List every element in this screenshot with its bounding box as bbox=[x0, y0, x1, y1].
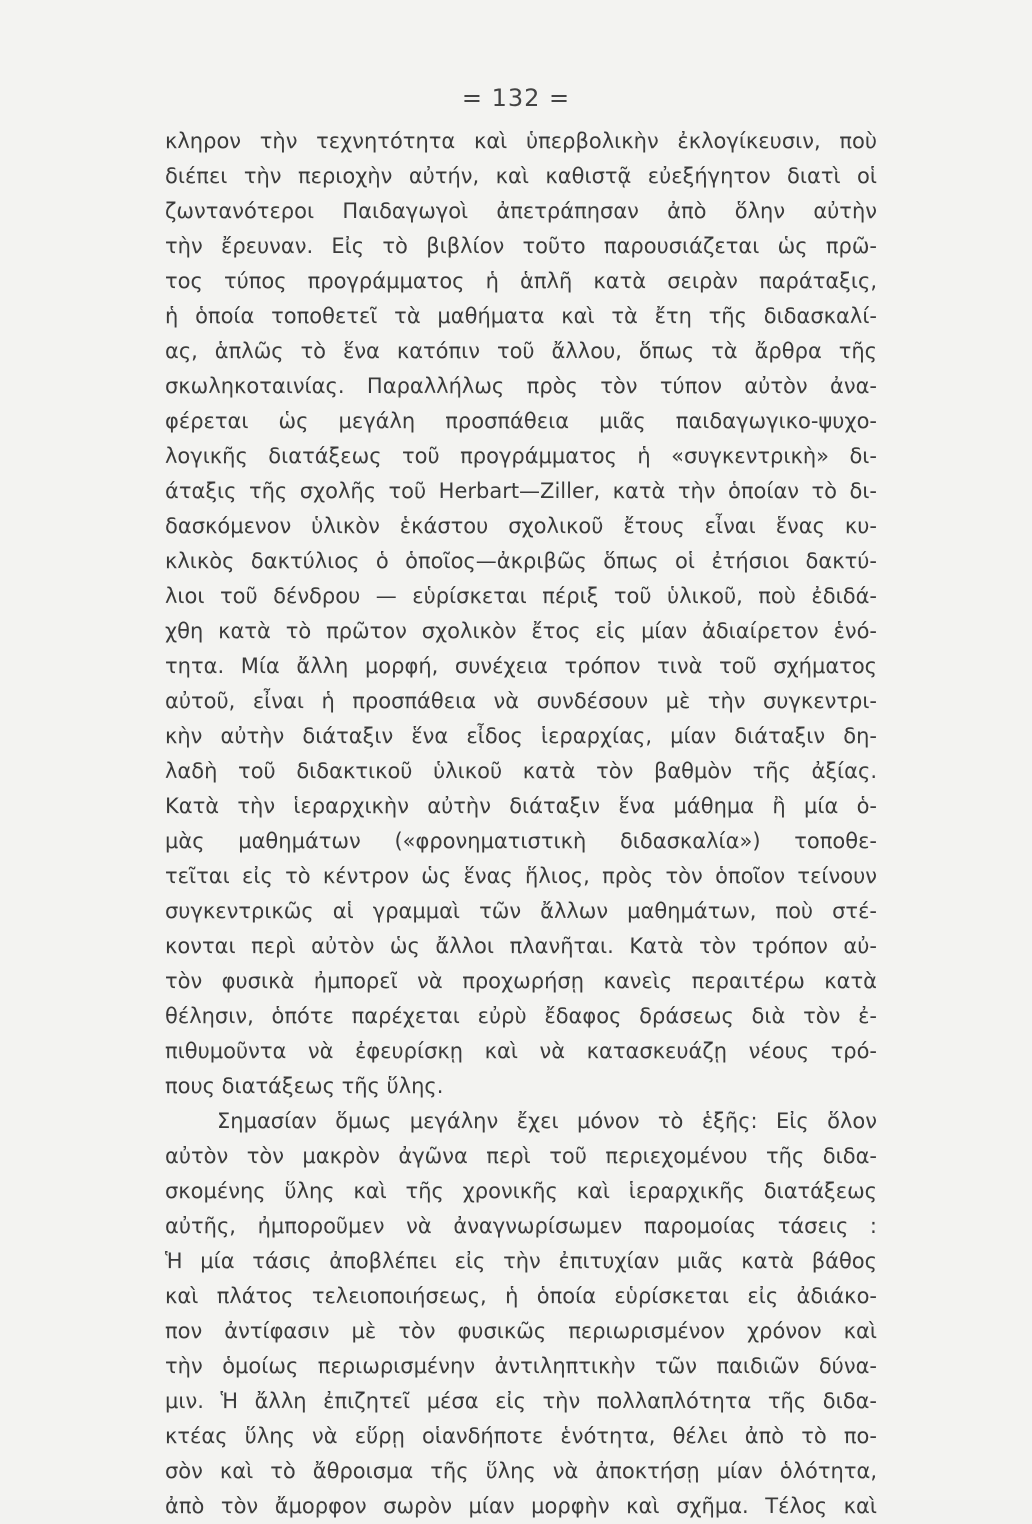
text-line: τὴν ἔρευναν. Εἰς τὸ βιβλίον τοῦτο παρουσιάζεται ὡς πρῶ- bbox=[165, 234, 877, 258]
text-line: διέπει τὴν περιοχὴν αὐτήν, καὶ καθιστᾷ εὐεξήγητον διατὶ οἱ bbox=[165, 164, 877, 188]
text-line: δασκόμενον ὑλικὸν ἑκάστου σχολικοῦ ἔτους εἶναι ἕνας κυ- bbox=[165, 514, 877, 538]
text-line: αὐτὸν τὸν μακρὸν ἀγῶνα περὶ τοῦ περιεχομένου τῆς διδα- bbox=[165, 1144, 877, 1168]
text-line: σὸν καὶ τὸ ἄθροισμα τῆς ὕλης νὰ ἀποκτήσῃ μίαν ὁλότητα, bbox=[165, 1459, 877, 1483]
text-line: λογικῆς διατάξεως τοῦ προγράμματος ἡ «συγκεντρικὴ» δι- bbox=[165, 444, 877, 468]
text-line: καὶ πλάτος τελειοποιήσεως, ἡ ὁποία εὑρίσκεται εἰς ἀδιάκο- bbox=[165, 1284, 877, 1308]
text-line: μὰς μαθημάτων («φρονηματιστικὴ διδασκαλία») τοποθε- bbox=[165, 829, 877, 853]
text-line: κτέας ὕλης νὰ εὕρῃ οἱανδήποτε ἑνότητα, θέλει ἀπὸ τὸ πο- bbox=[165, 1424, 877, 1448]
text-line: θέλησιν, ὁπότε παρέχεται εὐρὺ ἔδαφος δράσεως διὰ τὸν ἐ- bbox=[165, 1004, 877, 1028]
text-line: λαδὴ τοῦ διδακτικοῦ ὑλικοῦ κατὰ τὸν βαθμὸν τῆς ἀξίας. bbox=[165, 759, 877, 783]
text-line: Ἡ μία τάσις ἀποβλέπει εἰς τὴν ἐπιτυχίαν μιᾶς κατὰ βάθος bbox=[165, 1249, 877, 1273]
text-line: τος τύπος προγράμματος ἡ ἁπλῆ κατὰ σειρὰν παράταξις, bbox=[165, 269, 877, 293]
page-number: = 132 = bbox=[461, 84, 571, 112]
text-line: αὐτῆς, ἠμποροῦμεν νὰ ἀναγνωρίσωμεν παρομοίας τάσεις : bbox=[165, 1214, 877, 1238]
text-line: κλικὸς δακτύλιος ὁ ὁποῖος—ἀκριβῶς ὅπως οἱ ἐτήσιοι δακτύ- bbox=[165, 549, 877, 573]
text-line: ας, ἁπλῶς τὸ ἕνα κατόπιν τοῦ ἄλλου, ὅπως τὰ ἄρθρα τῆς bbox=[165, 339, 877, 363]
text-line: Κατὰ τὴν ἱεραρχικὴν αὐτὴν διάταξιν ἕνα μάθημα ἢ μία ὁ- bbox=[165, 794, 877, 818]
text-line: κληρον τὴν τεχνητότητα καὶ ὑπερβολικὴν ἐκλογίκευσιν, ποὺ bbox=[165, 129, 877, 153]
text-line: τεῖται εἰς τὸ κέντρον ὡς ἕνας ἥλιος, πρὸς τὸν ὁποῖον τείνουν bbox=[165, 864, 877, 888]
text-line: σκομένης ὕλης καὶ τῆς χρονικῆς καὶ ἱεραρχικῆς διατάξεως bbox=[165, 1179, 877, 1203]
text-line: τὸν φυσικὰ ἠμπορεῖ νὰ προχωρήσῃ κανεὶς περαιτέρω κατὰ bbox=[165, 969, 877, 993]
text-line: αὐτοῦ, εἶναι ἡ προσπάθεια νὰ συνδέσουν μὲ τὴν συγκεντρι- bbox=[165, 689, 877, 713]
text-line: πον ἀντίφασιν μὲ τὸν φυσικῶς περιωρισμένον χρόνον καὶ bbox=[165, 1319, 877, 1343]
text-line: κονται περὶ αὐτὸν ὡς ἄλλοι πλανῆται. Κατὰ τὸν τρόπον αὐ- bbox=[165, 934, 877, 958]
text-line: ἡ ὁποία τοποθετεῖ τὰ μαθήματα καὶ τὰ ἔτη τῆς διδασκαλί- bbox=[165, 304, 877, 328]
text-line: φέρεται ὡς μεγάλη προσπάθεια μιᾶς παιδαγωγικο-ψυχο- bbox=[165, 409, 877, 433]
text-line: κὴν αὐτὴν διάταξιν ἕνα εἶδος ἱεραρχίας, μίαν διάταξιν δη- bbox=[165, 724, 877, 748]
text-line: τητα. Μία ἄλλη μορφή, συνέχεια τρόπον τινὰ τοῦ σχήματος bbox=[165, 654, 877, 678]
text-line: χθη κατὰ τὸ πρῶτον σχολικὸν ἔτος εἰς μίαν ἀδιαίρετον ἑνό- bbox=[165, 619, 877, 643]
text-line: λιοι τοῦ δένδρου — εὑρίσκεται πέριξ τοῦ ὑλικοῦ, ποὺ ἐδιδά- bbox=[165, 584, 877, 608]
paragraph bbox=[165, 1104, 877, 1524]
text-line: πιθυμοῦντα νὰ ἐφευρίσκῃ καὶ νὰ κατασκευάζῃ νέους τρό- bbox=[165, 1039, 877, 1063]
text-line: σκωληκοταινίας. Παραλλήλως πρὸς τὸν τύπον αὐτὸν ἀνα- bbox=[165, 374, 877, 398]
text-line: άταξις τῆς σχολῆς τοῦ Herbart—Ziller, κατὰ τὴν ὁποίαν τὸ δι- bbox=[165, 479, 877, 503]
body-text bbox=[165, 124, 877, 1524]
text-line: πους διατάξεως τῆς ὕλης. bbox=[165, 1074, 444, 1098]
text-line: τὴν ὁμοίως περιωρισμένην ἀντιληπτικὴν τῶν παιδιῶν δύνα- bbox=[165, 1354, 877, 1378]
text-line: ἀπὸ τὸν ἄμορφον σωρὸν μίαν μορφὴν καὶ σχῆμα. Τέλος καὶ bbox=[165, 1494, 877, 1518]
paragraph bbox=[165, 124, 877, 1104]
text-line: Σημασίαν ὅμως μεγάλην ἔχει μόνον τὸ ἑξῆς: Εἰς ὅλον bbox=[217, 1109, 877, 1133]
text-line: συγκεντρικῶς αἱ γραμμαὶ τῶν ἄλλων μαθημάτων, ποὺ στέ- bbox=[165, 899, 877, 923]
text-line: ζωντανότεροι Παιδαγωγοὶ ἀπετράπησαν ἀπὸ ὅλην αὐτὴν bbox=[165, 199, 877, 223]
text-line: μιν. Ἡ ἄλλη ἐπιζητεῖ μέσα εἰς τὴν πολλαπλότητα τῆς διδα- bbox=[165, 1389, 877, 1413]
